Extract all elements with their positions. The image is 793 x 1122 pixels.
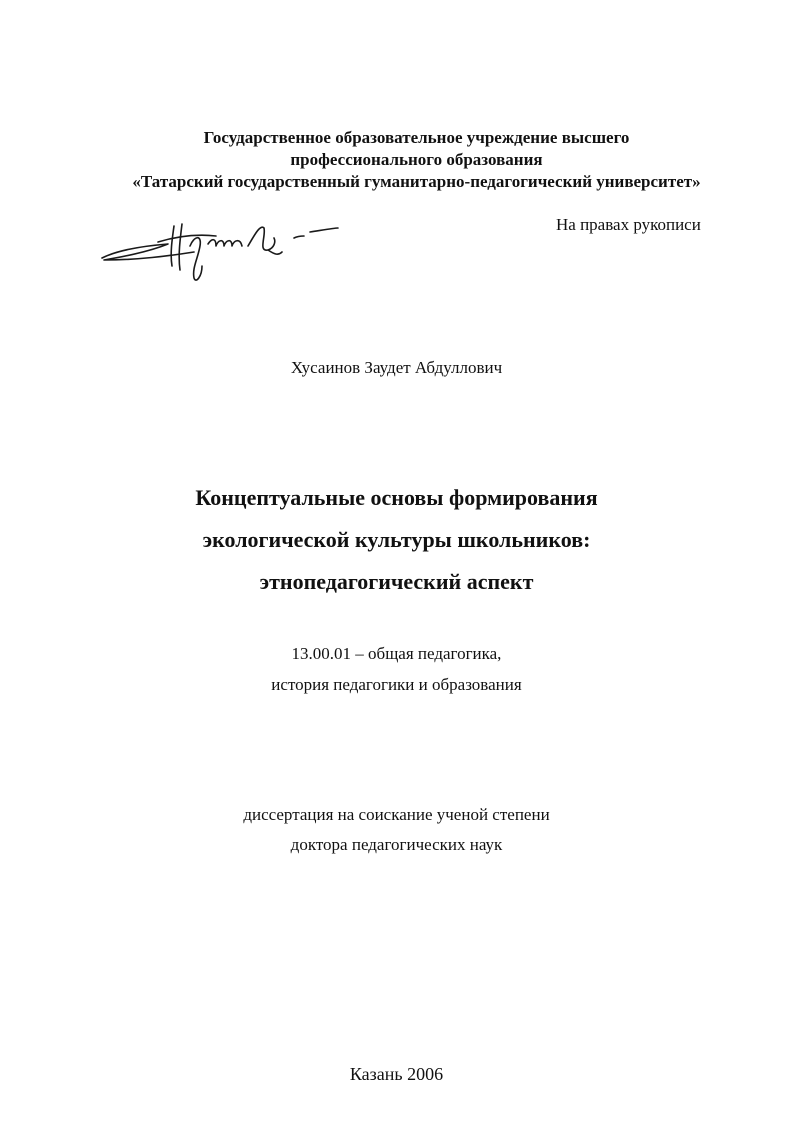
author-name: Хусаинов Заудет Абдуллович xyxy=(290,358,503,377)
institution-line-1: Государственное образовательное учреждение высшего xyxy=(203,128,630,147)
institution-line-2: профессионального образования xyxy=(290,150,543,169)
city-year: Казань 2006 xyxy=(349,1064,444,1084)
dissertation-title-line-3: этнопедагогический аспект xyxy=(259,569,534,594)
degree-line-2: доктора педагогических наук xyxy=(290,835,503,854)
manuscript-rights-note: На правах рукописи xyxy=(556,215,701,234)
dissertation-title-line-1: Концептуальные основы формирования xyxy=(195,485,598,510)
dissertation-title-line-2: экологической культуры школьников: xyxy=(202,527,591,552)
author-signature xyxy=(98,206,343,286)
degree-line-1: диссертация на соискание ученой степени xyxy=(243,805,550,824)
institution-line-3: «Татарский государственный гуманитарно-педагогический университет» xyxy=(132,172,701,191)
specialty-name-line: история педагогики и образования xyxy=(271,675,522,694)
specialty-code-line: 13.00.01 – общая педагогика, xyxy=(291,644,502,663)
